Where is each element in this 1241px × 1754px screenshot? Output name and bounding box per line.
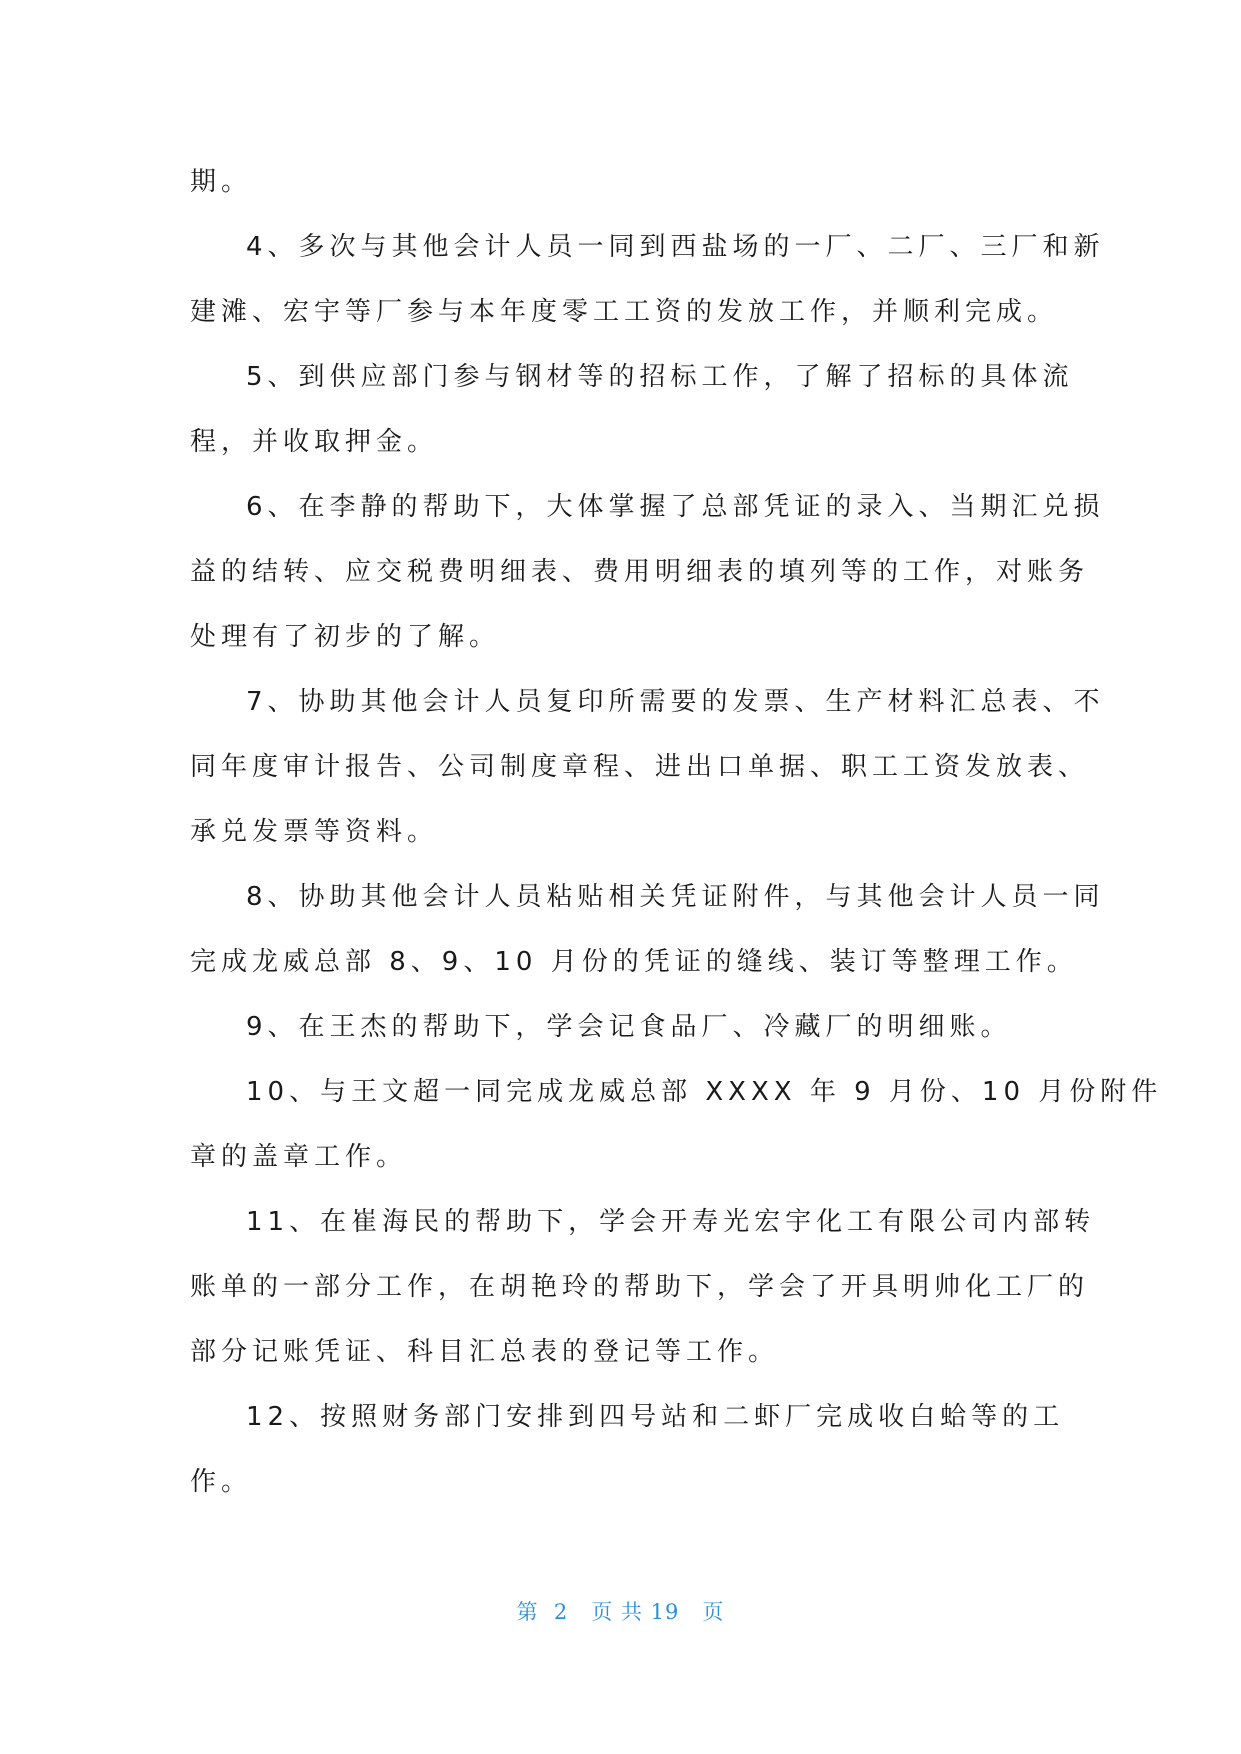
text-line: 程，并收取押金。 — [190, 427, 439, 457]
text-line: 8、协助其他会计人员粘贴相关凭证附件，与其他会计人员一同 — [246, 882, 1105, 912]
text-line: 账单的一部分工作，在胡艳玲的帮助下，学会了开具明帅化工厂的 — [190, 1272, 1090, 1302]
text-line: 处理有了初步的了解。 — [190, 622, 501, 652]
text-line: 4、多次与其他会计人员一同到西盐场的一厂、二厂、三厂和新 — [246, 232, 1105, 262]
text-line: 11、在崔海民的帮助下，学会开寿光宏宇化工有限公司内部转 — [246, 1207, 1096, 1237]
text-line: 作。 — [190, 1467, 253, 1497]
document-body — [190, 160, 1163, 1525]
text-line: 6、在李静的帮助下，大体掌握了总部凭证的录入、当期汇兑损 — [246, 492, 1105, 522]
text-line: 部分记账凭证、科目汇总表的登记等工作。 — [190, 1337, 780, 1367]
text-line: 建滩、宏宇等厂参与本年度零工工资的发放工作，并顺利完成。 — [190, 297, 1059, 327]
text-line: 章的盖章工作。 — [190, 1142, 408, 1172]
text-line: 完成龙威总部 8、9、10 月份的凭证的缝线、装订等整理工作。 — [190, 947, 1078, 977]
text-line: 5、到供应部门参与钢材等的招标工作，了解了招标的具体流 — [246, 362, 1074, 392]
page-footer: 第 2 页 共 19 页 — [516, 1600, 725, 1624]
text-line: 益的结转、应交税费明细表、费用明细表的填列等的工作，对账务 — [190, 557, 1090, 587]
text-line: 承兑发票等资料。 — [190, 817, 439, 847]
text-line: 期。 — [190, 167, 253, 197]
text-line: 9、在王杰的帮助下，学会记食品厂、冷藏厂的明细账。 — [246, 1012, 1012, 1042]
text-line: 同年度审计报告、公司制度章程、进出口单据、职工工资发放表、 — [190, 752, 1090, 782]
text-line: 10、与王文超一同完成龙威总部 XXXX 年 9 月份、10 月份附件 — [246, 1077, 1163, 1107]
text-line: 12、按照财务部门安排到四号站和二虾厂完成收白蛤等的工 — [246, 1402, 1065, 1432]
text-line: 7、协助其他会计人员复印所需要的发票、生产材料汇总表、不 — [246, 687, 1105, 717]
